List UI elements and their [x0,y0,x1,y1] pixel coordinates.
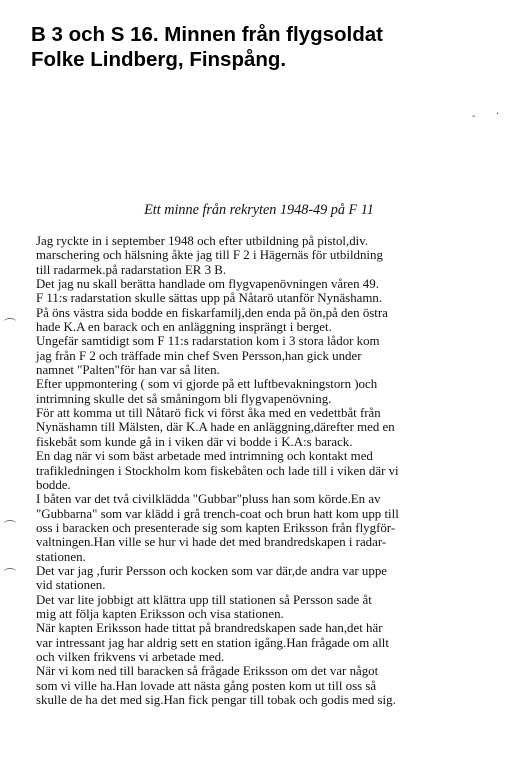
letter-line: När vi kom ned till baracken så frågade Eriksson om det var något [36,664,379,679]
punch-hole-mark [4,568,16,575]
letter-line: I båten var det två civilklädda "Gubbar"pluss han som körde.En av [36,492,381,507]
punch-hole-mark [4,520,16,527]
letter-line: F 11:s radarstation skulle sättas upp på Nåtarö utanför Nynäshamn. [36,291,383,306]
letter-line: För att komma ut till Nåtarö fick vi först åka med en vedettbåt från [36,406,381,421]
letter-line: var intressant jag har aldrig sett en station igång.Han frågade om allt [36,635,389,650]
letter-line: marschering och hälsning åkte jag till F 2 i Hägernäs för utbildning [36,248,383,263]
letter-line: och vilken frikvens vi arbetade med. [36,649,225,664]
letter-line: oss i baracken och presenterade sig som kapten Eriksson från flygför- [36,520,396,535]
punch-hole-mark [4,318,16,325]
document-heading [31,22,501,72]
letter-title: Ett minne från rekryten 1948-49 på F 11 [144,202,374,218]
letter-line: valtningen.Han ville se hur vi hade det med brandredskapen i radar- [36,535,387,550]
letter-line: mig att följa kapten Eriksson och visa stationen. [36,606,284,621]
scan-speck: - [472,111,476,122]
letter-line: När kapten Eriksson hade tittat på brandredskapen sade han,det här [36,621,383,636]
letter-line: jag från F 2 och träffade min chef Sven Persson,han gick under [36,348,362,363]
letter-line: namnet "Palten"för han var så liten. [36,363,220,378]
heading-line-2: Folke Lindberg, Finspång. [31,48,287,71]
letter-line: intrimning skulle det så småningom bli flygvapenövning. [36,391,332,406]
letter-line: En dag när vi som bäst arbetade med intrimning och kontakt med [36,449,373,464]
letter-line: trafikledningen i Stockholm kom fiskebåten och lade till i viken där vi [36,463,399,478]
letter-body [36,234,506,707]
letter-line: Det var jag ,furir Persson och kocken som var där,de andra var uppe [36,563,387,578]
heading-line-1: B 3 och S 16. Minnen från flygsoldat [31,23,383,46]
letter-line: Nynäshamn till Mälsten, där K.A hade en anläggning,därefter med en [36,420,395,435]
letter-line: Jag ryckte in i september 1948 och efter utbildning på pistol,div. [36,234,369,248]
letter-line: bodde. [36,477,71,492]
letter-line: Ungefär samtidigt som F 11:s radarstation kom i 3 stora lådor kom [36,334,380,349]
letter-line: hade K.A en barack och en anläggning insprängt i berget. [36,320,332,335]
letter-line: skulle de ha det med sig.Han fick pengar till tobak och godis med sig. [36,693,396,707]
letter-line: till radarmek.på radarstation ER 3 B. [36,262,227,277]
letter-line: vid stationen. [36,578,106,593]
scan-speck: · [496,109,500,120]
letter-line: Det jag nu skall berätta handlade om flygvapenövningen våren 49. [36,277,379,292]
letter-line: stationen. [36,549,86,564]
letter-line: På öns västra sida bodde en fiskarfamilj,den enda på ön,på den östra [36,305,388,320]
letter-line: som vi ville ha.Han lovade att nästa gång posten kom ut till oss så [36,678,377,693]
letter-line: fiskebåt som kunde gå in i viken där vi bodde i K.A:s barack. [36,434,353,449]
letter-line: Det var lite jobbigt att klättra upp till stationen så Persson sade åt [36,592,372,607]
letter-line: "Gubbarna" som var klädd i grå trench-coat och brun hatt kom upp till [36,506,399,521]
letter-line: Efter uppmontering ( som vi gjorde på ett luftbevakningstorn )och [36,377,378,392]
